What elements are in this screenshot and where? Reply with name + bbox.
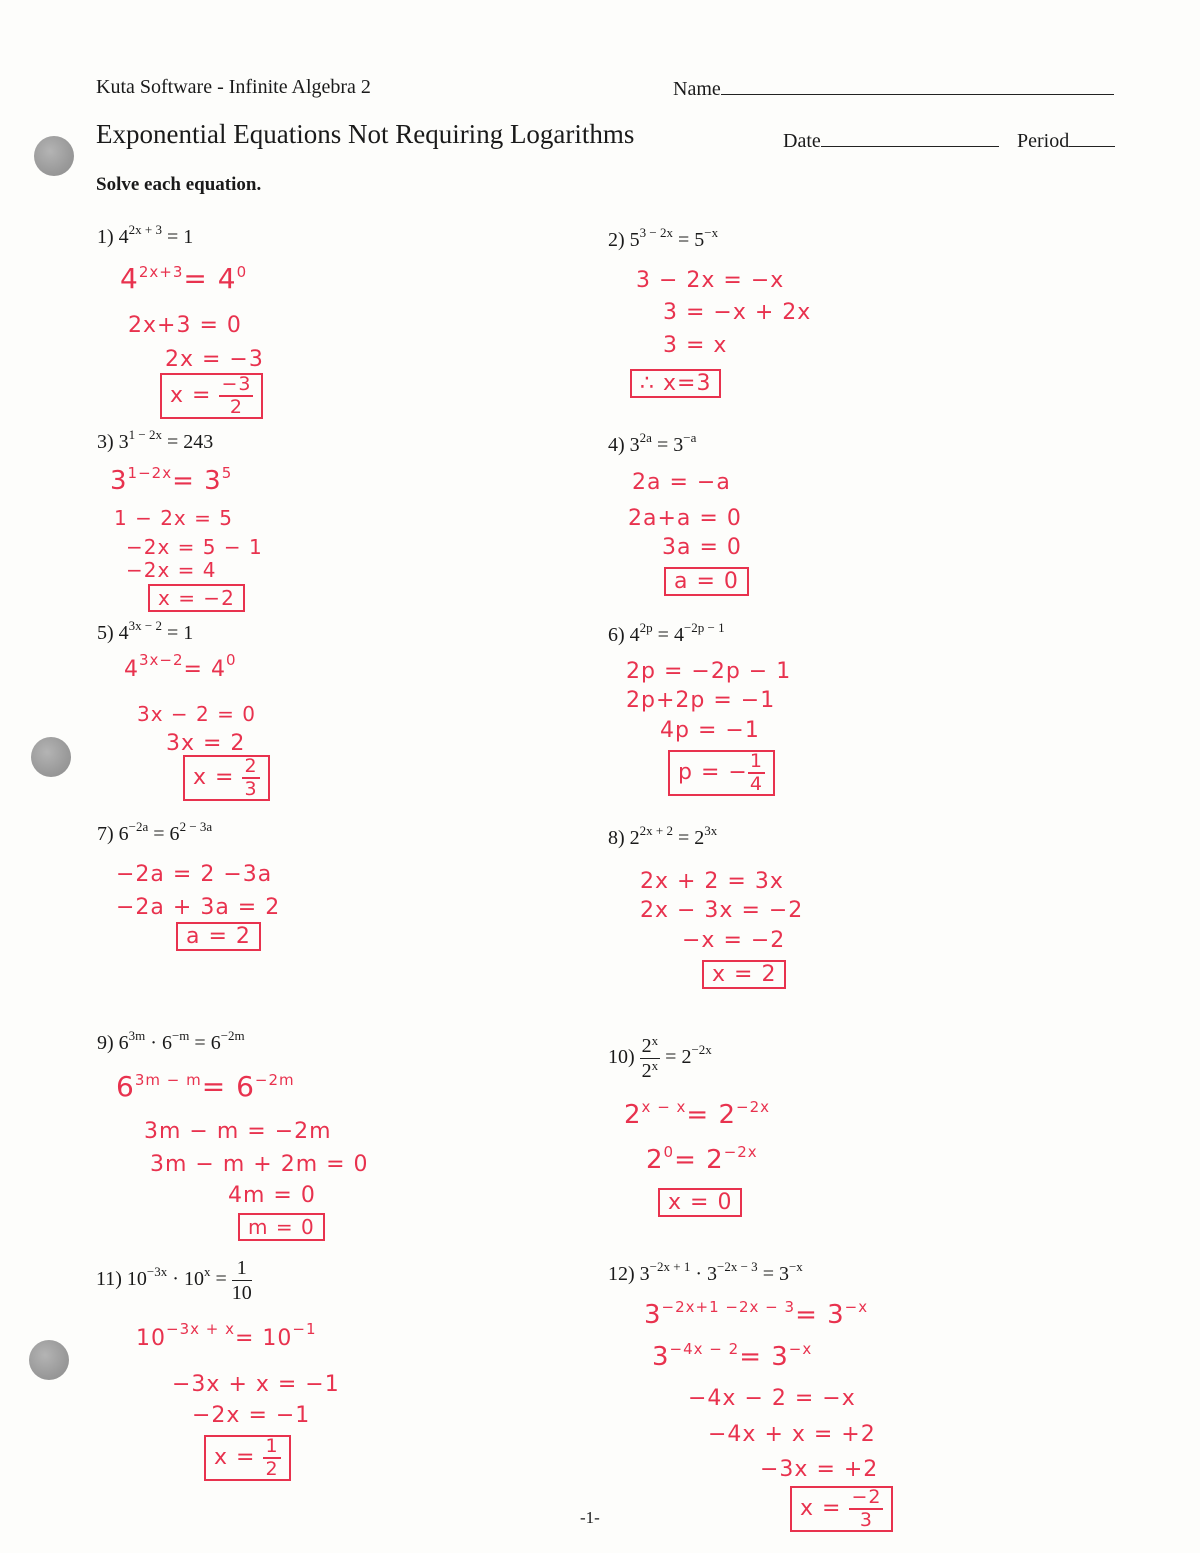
work-3-answer: x = −2 bbox=[148, 584, 245, 612]
work-6-line-2: 2p+2p = −1 bbox=[626, 688, 776, 713]
work-2-line-3: 3 = x bbox=[663, 333, 728, 358]
work-7-line-2: −2a + 3a = 2 bbox=[116, 895, 281, 920]
work-6-line-3: 4p = −1 bbox=[660, 718, 760, 743]
date-field bbox=[783, 130, 999, 153]
work-3-line-4: −2x = 4 bbox=[126, 558, 217, 582]
work-10-line-2: $2^0= 2^{-2x}$ bbox=[646, 1143, 758, 1175]
work-8-line-1: 2x + 2 = 3x bbox=[640, 869, 784, 894]
binder-hole-bottom bbox=[29, 1340, 69, 1380]
name-field bbox=[673, 78, 1114, 101]
work-1-answer: x = $\frac{-3}{2}$ bbox=[160, 373, 263, 419]
page-number: -1- bbox=[580, 1508, 600, 1527]
problem-1: 1) $4^{2x + 3} = 1$ bbox=[97, 222, 194, 248]
software-name: Kuta Software - Infinite Algebra 2 bbox=[96, 76, 371, 98]
problem-3: 3) $3^{1 - 2x} = 243$ bbox=[97, 427, 214, 453]
problem-6: 6) $4^{2p} = 4^{-2p - 1}$ bbox=[608, 620, 725, 646]
work-12-line-1: $3^{-2x+1 -2x - 3}= 3^{-x}$ bbox=[644, 1298, 869, 1330]
date-blank bbox=[821, 146, 999, 147]
work-7-line-1: −2a = 2 −3a bbox=[116, 862, 273, 887]
work-5-line-3: 3x = 2 bbox=[166, 731, 246, 756]
work-2-answer: ∴ x=3 bbox=[630, 369, 721, 398]
work-9-line-2: 3m − m = −2m bbox=[144, 1119, 332, 1144]
work-12-line-3: −4x − 2 = −x bbox=[688, 1386, 856, 1411]
work-3-line-3: −2x = 5 − 1 bbox=[126, 535, 263, 559]
work-9-line-1: $6^{3m - m}= 6^{-2m}$ bbox=[116, 1070, 295, 1103]
work-11-line-1: $10^{-3x + x}= 10^{-1}$ bbox=[136, 1320, 317, 1351]
date-label: Date bbox=[783, 130, 821, 152]
binder-hole-top bbox=[34, 136, 74, 176]
work-8-line-2: 2x − 3x = −2 bbox=[640, 898, 804, 923]
period-field bbox=[1017, 130, 1115, 153]
work-12-answer: x = $\frac{-2}{3}$ bbox=[790, 1486, 893, 1532]
problem-10-fraction: $\frac{2^x}{2^x}$ bbox=[641, 1033, 659, 1082]
work-6-answer: p = − $\frac{1}{4}$ bbox=[668, 750, 775, 796]
worksheet-title: Exponential Equations Not Requiring Logarithms bbox=[96, 119, 635, 149]
work-12-line-2: $3^{-4x - 2}= 3^{-x}$ bbox=[652, 1340, 813, 1372]
work-10-line-1: $2^{x - x}= 2^{-2x}$ bbox=[624, 1098, 770, 1130]
work-2-line-2: 3 = −x + 2x bbox=[663, 300, 812, 325]
problem-12: 12) $3^{-2x + 1} \cdot 3^{-2x - 3} = 3^{-x}$ bbox=[608, 1259, 803, 1285]
work-11-answer: x = $\frac{1}{2}$ bbox=[204, 1435, 291, 1481]
work-5-line-1: $4^{3x-2}= 4^0$ bbox=[124, 651, 237, 682]
period-label: Period bbox=[1017, 130, 1070, 152]
work-3-line-1: $3^{1-2x}= 3^5$ bbox=[110, 464, 233, 496]
period-blank bbox=[1069, 146, 1115, 147]
work-5-answer: x = $\frac{2}{3}$ bbox=[183, 755, 270, 801]
work-10-answer: x = 0 bbox=[658, 1188, 742, 1217]
problem-5: 5) $4^{3x - 2} = 1$ bbox=[97, 618, 194, 644]
work-11-line-2: −3x + x = −1 bbox=[172, 1372, 340, 1397]
problem-11-fraction: $\frac{1}{10}$ bbox=[231, 1257, 252, 1304]
work-9-line-3: 3m − m + 2m = 0 bbox=[150, 1152, 369, 1177]
problem-2: 2) $5^{3 - 2x} = 5^{-x}$ bbox=[608, 225, 719, 251]
work-11-line-3: −2x = −1 bbox=[192, 1403, 311, 1428]
work-9-line-4: 4m = 0 bbox=[228, 1183, 316, 1208]
work-4-line-1: 2a = −a bbox=[632, 470, 731, 495]
name-label: Name bbox=[673, 78, 721, 100]
problem-8: 8) $2^{2x + 2} = 2^{3x}$ bbox=[608, 823, 718, 849]
problem-7: 7) $6^{-2a} = 6^{2 - 3a}$ bbox=[97, 819, 213, 845]
work-12-line-5: −3x = +2 bbox=[760, 1457, 879, 1482]
work-1-line-3: 2x = −3 bbox=[165, 347, 264, 372]
work-1-line-1: $4^{2x+3}= 4^0$ bbox=[120, 262, 248, 295]
work-9-answer: m = 0 bbox=[238, 1213, 325, 1241]
work-12-line-4: −4x + x = +2 bbox=[708, 1422, 876, 1447]
work-1-line-2: 2x+3 = 0 bbox=[128, 313, 242, 338]
work-7-answer: a = 2 bbox=[176, 922, 261, 951]
binder-hole-middle bbox=[31, 737, 71, 777]
work-5-line-2: 3x − 2 = 0 bbox=[137, 702, 256, 726]
work-4-answer: a = 0 bbox=[664, 567, 749, 596]
work-4-line-2: 2a+a = 0 bbox=[628, 506, 742, 531]
work-8-line-3: −x = −2 bbox=[682, 928, 786, 953]
problem-10: 10) $\frac{2^x}{2^x}$ = $2^{-2x}$ bbox=[608, 1033, 712, 1082]
problem-11: 11) $10^{-3x} \cdot 10^x$ = $\frac{1}{10}$ bbox=[96, 1257, 252, 1304]
work-4-line-3: 3a = 0 bbox=[662, 535, 742, 560]
name-blank bbox=[721, 94, 1114, 95]
problem-4: 4) $3^{2a} = 3^{-a}$ bbox=[608, 430, 697, 456]
problem-9: 9) $6^{3m} \cdot 6^{-m} = 6^{-2m}$ bbox=[97, 1028, 245, 1054]
work-6-line-1: 2p = −2p − 1 bbox=[626, 659, 792, 684]
work-8-answer: x = 2 bbox=[702, 960, 786, 989]
instructions: Solve each equation. bbox=[96, 174, 262, 195]
work-2-line-1: 3 − 2x = −x bbox=[636, 268, 785, 293]
work-3-line-2: 1 − 2x = 5 bbox=[114, 506, 233, 530]
